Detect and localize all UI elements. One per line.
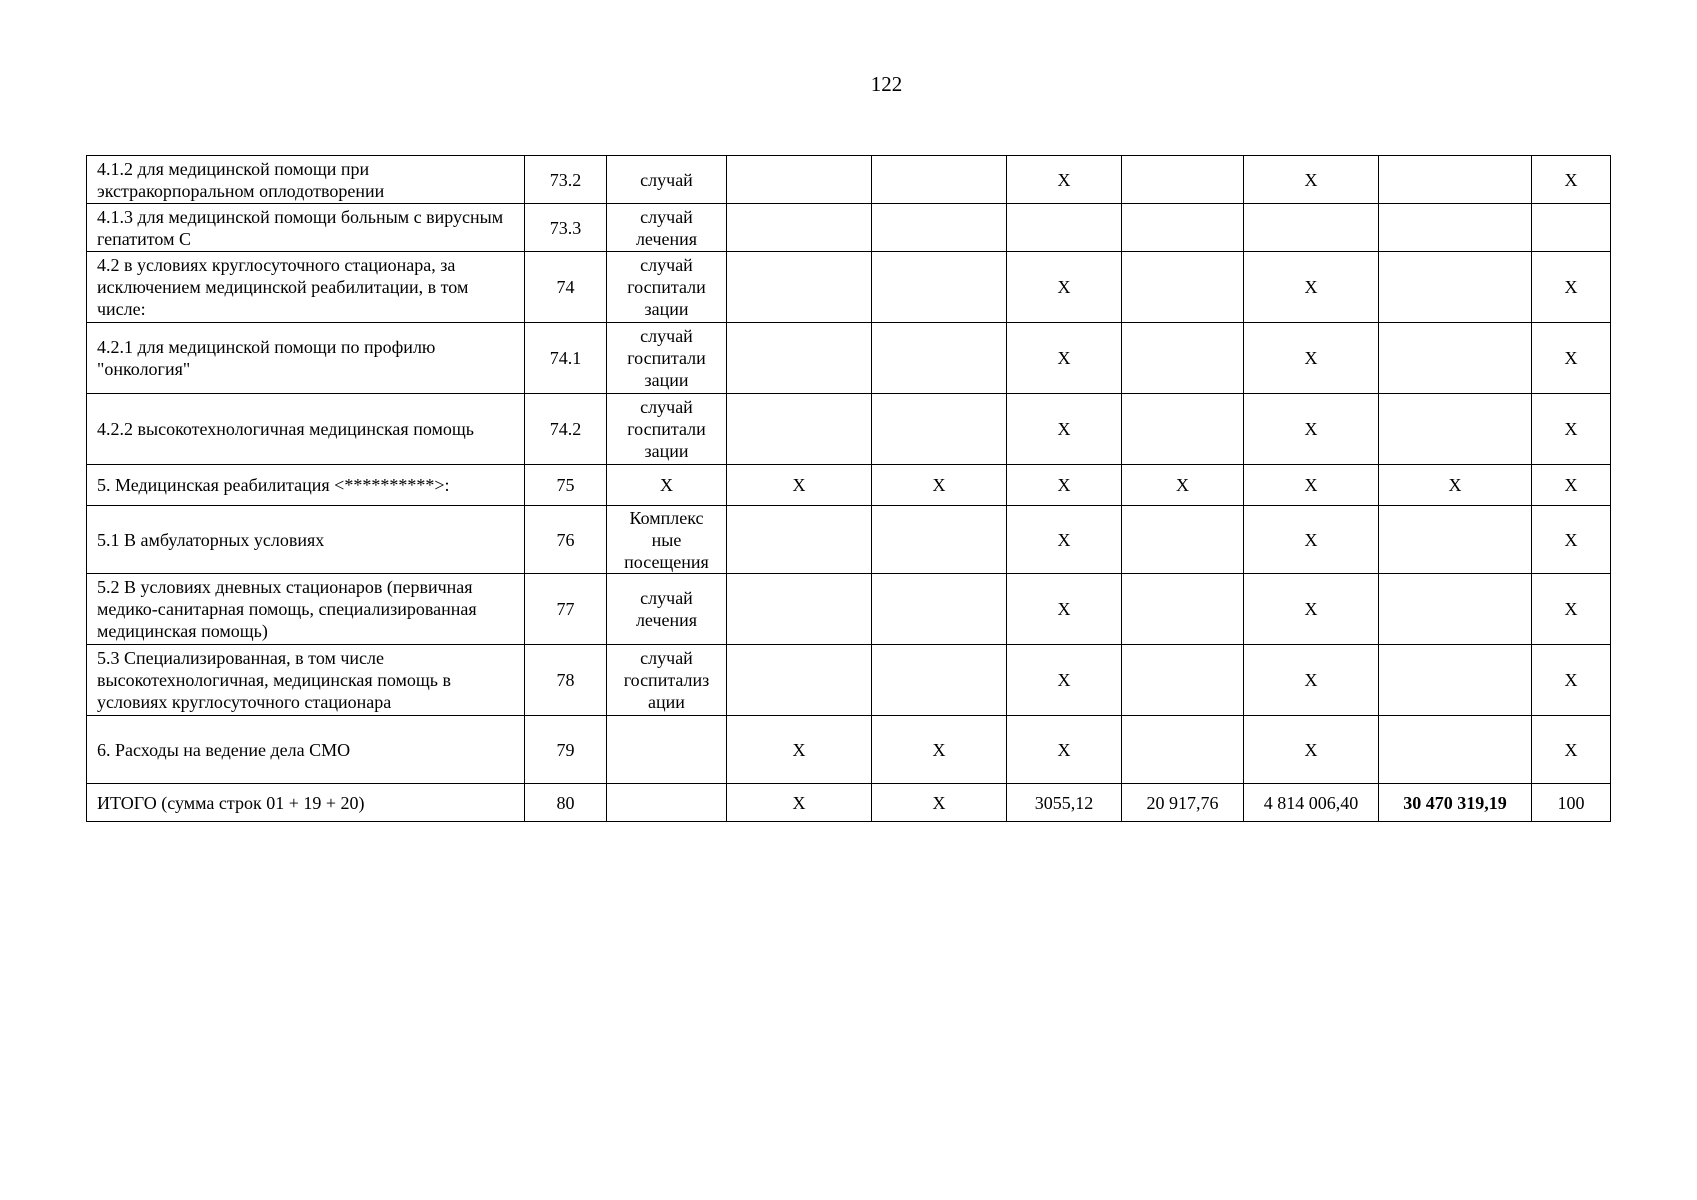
cell-col7 <box>1122 204 1244 252</box>
row-name: 5.2 В условиях дневных стационаров (первичная медико-санитарная помощь, специализированная медицинская помощь) <box>87 574 525 645</box>
cell-col9 <box>1379 204 1532 252</box>
cell-col7 <box>1122 574 1244 645</box>
cell-col9 <box>1379 394 1532 465</box>
row-unit: случай лечения <box>607 574 727 645</box>
cell-col6: X <box>1007 506 1122 574</box>
row-name: 4.1.3 для медицинской помощи больным с вирусным гепатитом С <box>87 204 525 252</box>
cell-col4: X <box>727 465 872 506</box>
cell-col6 <box>1007 204 1122 252</box>
cell-col6: X <box>1007 645 1122 716</box>
row-code: 73.2 <box>525 156 607 204</box>
cell-col8: X <box>1244 252 1379 323</box>
row-code: 74.1 <box>525 323 607 394</box>
row-code: 79 <box>525 716 607 784</box>
row-code: 78 <box>525 645 607 716</box>
cell-col7: 20 917,76 <box>1122 784 1244 822</box>
cell-col4 <box>727 506 872 574</box>
table-row <box>87 645 1611 716</box>
cell-col7 <box>1122 156 1244 204</box>
cell-col8: X <box>1244 506 1379 574</box>
table-row <box>87 784 1611 822</box>
cell-col7: X <box>1122 465 1244 506</box>
cell-col10: X <box>1532 574 1611 645</box>
cell-col9 <box>1379 252 1532 323</box>
cell-col9: 30 470 319,19 <box>1379 784 1532 822</box>
table-row <box>87 156 1611 204</box>
cell-col5: X <box>872 465 1007 506</box>
cell-col8 <box>1244 204 1379 252</box>
cell-col9: X <box>1379 465 1532 506</box>
row-name: 4.2.2 высокотехнологичная медицинская помощь <box>87 394 525 465</box>
cell-col7 <box>1122 506 1244 574</box>
row-code: 75 <box>525 465 607 506</box>
cell-col7 <box>1122 394 1244 465</box>
cell-col9 <box>1379 506 1532 574</box>
row-code: 74.2 <box>525 394 607 465</box>
cell-col4 <box>727 252 872 323</box>
cell-col10: X <box>1532 323 1611 394</box>
cell-col6: X <box>1007 252 1122 323</box>
row-name: 5.3 Специализированная, в том числе высокотехнологичная, медицинская помощь в условиях круглосуточного стационара <box>87 645 525 716</box>
cell-col9 <box>1379 323 1532 394</box>
row-unit: Комплекс ные посещения <box>607 506 727 574</box>
cell-col10: X <box>1532 506 1611 574</box>
cell-col8: X <box>1244 465 1379 506</box>
cell-col8: X <box>1244 574 1379 645</box>
table-row <box>87 574 1611 645</box>
cell-col10: X <box>1532 394 1611 465</box>
page-number: 122 <box>870 72 903 96</box>
cell-col6: X <box>1007 716 1122 784</box>
row-unit <box>607 784 727 822</box>
table-row <box>87 323 1611 394</box>
cell-col5: X <box>872 716 1007 784</box>
cell-col8: X <box>1244 645 1379 716</box>
cell-col8: X <box>1244 394 1379 465</box>
row-unit: случай госпитали зации <box>607 323 727 394</box>
cell-col4 <box>727 156 872 204</box>
cell-col7 <box>1122 252 1244 323</box>
cell-col6: X <box>1007 156 1122 204</box>
cell-col7 <box>1122 323 1244 394</box>
table-row <box>87 506 1611 574</box>
table-row <box>87 394 1611 465</box>
cell-col7 <box>1122 645 1244 716</box>
table-row <box>87 204 1611 252</box>
row-unit <box>607 716 727 784</box>
table-row <box>87 252 1611 323</box>
cell-col5: X <box>872 784 1007 822</box>
cell-col5 <box>872 204 1007 252</box>
row-code: 80 <box>525 784 607 822</box>
cell-col8: 4 814 006,40 <box>1244 784 1379 822</box>
table-row <box>87 465 1611 506</box>
cell-col10: X <box>1532 465 1611 506</box>
cell-col4: X <box>727 784 872 822</box>
cell-col5 <box>872 394 1007 465</box>
row-unit: случай госпитализ ации <box>607 645 727 716</box>
cell-col5 <box>872 574 1007 645</box>
row-code: 74 <box>525 252 607 323</box>
row-name: 4.2.1 для медицинской помощи по профилю "онкология" <box>87 323 525 394</box>
row-unit: случай лечения <box>607 204 727 252</box>
row-name: 6. Расходы на ведение дела СМО <box>87 716 525 784</box>
cell-col10: X <box>1532 156 1611 204</box>
cell-col6: X <box>1007 465 1122 506</box>
cell-col5 <box>872 506 1007 574</box>
cell-col8: X <box>1244 156 1379 204</box>
row-name: ИТОГО (сумма строк 01 + 19 + 20) <box>87 784 525 822</box>
cell-col10: X <box>1532 716 1611 784</box>
cell-col6: 3055,12 <box>1007 784 1122 822</box>
cell-col4 <box>727 204 872 252</box>
cell-col7 <box>1122 716 1244 784</box>
row-unit: случай госпитали зации <box>607 394 727 465</box>
cell-col4 <box>727 323 872 394</box>
cell-col4 <box>727 394 872 465</box>
table-row <box>87 716 1611 784</box>
cell-col5 <box>872 323 1007 394</box>
budget-table <box>86 155 1611 822</box>
cell-col4: X <box>727 716 872 784</box>
cell-col9 <box>1379 716 1532 784</box>
cell-col4 <box>727 645 872 716</box>
row-name: 5.1 В амбулаторных условиях <box>87 506 525 574</box>
row-code: 76 <box>525 506 607 574</box>
cell-col6: X <box>1007 394 1122 465</box>
cell-col10: X <box>1532 645 1611 716</box>
row-unit: случай <box>607 156 727 204</box>
cell-col10: 100 <box>1532 784 1611 822</box>
cell-col5 <box>872 156 1007 204</box>
cell-col6: X <box>1007 323 1122 394</box>
cell-col8: X <box>1244 323 1379 394</box>
row-name: 4.1.2 для медицинской помощи при экстракорпоральном оплодотворении <box>87 156 525 204</box>
cell-col10: X <box>1532 252 1611 323</box>
cell-col6: X <box>1007 574 1122 645</box>
cell-col9 <box>1379 156 1532 204</box>
row-name: 4.2 в условиях круглосуточного стационара, за исключением медицинской реабилитации, в том числе: <box>87 252 525 323</box>
cell-col4 <box>727 574 872 645</box>
cell-col9 <box>1379 574 1532 645</box>
cell-col9 <box>1379 645 1532 716</box>
row-unit: случай госпитали зации <box>607 252 727 323</box>
cell-col5 <box>872 252 1007 323</box>
row-code: 73.3 <box>525 204 607 252</box>
row-unit: X <box>607 465 727 506</box>
cell-col10 <box>1532 204 1611 252</box>
cell-col5 <box>872 645 1007 716</box>
row-name: 5. Медицинская реабилитация <**********>: <box>87 465 525 506</box>
row-code: 77 <box>525 574 607 645</box>
cell-col8: X <box>1244 716 1379 784</box>
